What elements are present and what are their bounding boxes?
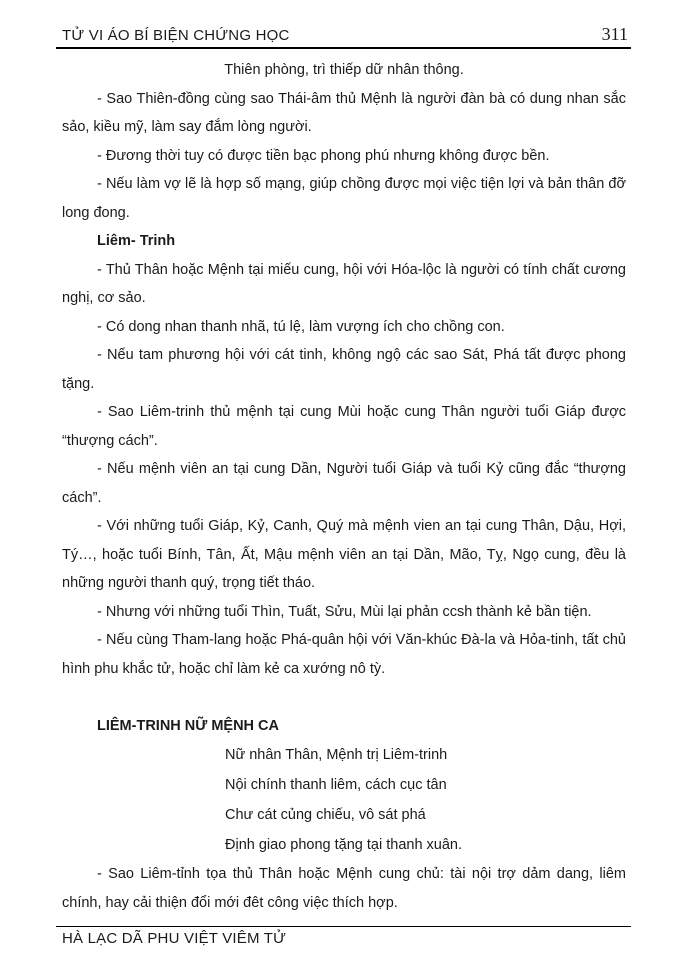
paragraph: - Với những tuổi Giáp, Kỷ, Canh, Quý mà mệnh vien an tại cung Thân, Dậu, Hợi, Tý…, hoặc tuổi Bính, Tân, Ất, Mậu mệnh viên an tại Dần, Mão, Tỵ, Ngọ cung, đều là những người thanh quý, trọng tiết tháo. bbox=[62, 518, 626, 591]
verse-line: Nữ nhân Thân, Mệnh trị Liêm-trinh bbox=[225, 747, 448, 763]
page-header bbox=[62, 24, 628, 45]
section-heading: Liêm- Trinh bbox=[97, 233, 176, 249]
centered-line: Thiên phòng, trì thiếp dữ nhân thông. bbox=[224, 62, 464, 78]
paragraph: - Sao Liêm-tỉnh tọa thủ Thân hoặc Mệnh cung chủ: tài nội trợ dảm dang, liêm chính, hay cải thiện đổi mới đêt công việc thích hợp. bbox=[62, 866, 626, 911]
paragraph: - Thủ Thân hoặc Mệnh tại miếu cung, hội với Hóa-lộc là người có tính chất cương nghị, cơ sảo. bbox=[62, 261, 626, 306]
running-title: TỬ VI ÁO BÍ BIỆN CHỨNG HỌC bbox=[62, 27, 290, 44]
page-number: 311 bbox=[601, 24, 628, 44]
paragraph: - Nếu cùng Tham-lang hoặc Phá-quân hội với Văn-khúc Đà-la và Hỏa-tinh, tất chủ hình phu khắc tử, hoặc chỉ làm kẻ ca xướng nô tỳ. bbox=[62, 632, 626, 677]
document-body bbox=[62, 56, 626, 917]
paragraph: - Nhưng với những tuổi Thìn, Tuất, Sửu, Mùi lại phản ccsh thành kẻ bần tiện. bbox=[97, 603, 592, 620]
verse-line: Định giao phong tặng tại thanh xuân. bbox=[225, 837, 463, 853]
footer-rule bbox=[56, 926, 631, 927]
paragraph: - Có dong nhan thanh nhã, tú lệ, làm vượng ích cho chồng con. bbox=[97, 318, 505, 335]
paragraph: - Nếu tam phương hội với cát tinh, không ngộ các sao Sát, Phá tất được phong tặng. bbox=[62, 347, 626, 392]
paragraph: - Sao Thiên-đồng cùng sao Thái-âm thủ Mệnh là người đàn bà có dung nhan sắc sảo, kiều mỹ, làm say đắm lòng người. bbox=[62, 90, 626, 135]
paragraph: - Nếu mệnh viên an tại cung Dần, Người tuổi Giáp và tuổi Kỷ cũng đắc “thượng cách”. bbox=[62, 461, 626, 506]
paragraph: - Nếu làm vợ lẽ là hợp số mạng, giúp chồng được mọi việc tiện lợi và bản thân đỡ long đong. bbox=[62, 176, 626, 221]
section-heading: LIÊM-TRINH NỮ MỆNH CA bbox=[97, 717, 279, 734]
verse-line: Chư cát củng chiếu, vô sát phá bbox=[225, 807, 426, 823]
paragraph: - Sao Liêm-trinh thủ mệnh tại cung Mùi hoặc cung Thân người tuổi Giáp được “thượng cách”. bbox=[62, 404, 626, 449]
paragraph: - Đương thời tuy có được tiền bạc phong phú nhưng không được bền. bbox=[97, 147, 550, 164]
verse-line: Nội chính thanh liêm, cách cục tân bbox=[225, 777, 447, 793]
footer-text: HÀ LẠC DÃ PHU VIỆT VIÊM TỬ bbox=[62, 930, 287, 947]
header-rule bbox=[56, 47, 631, 49]
